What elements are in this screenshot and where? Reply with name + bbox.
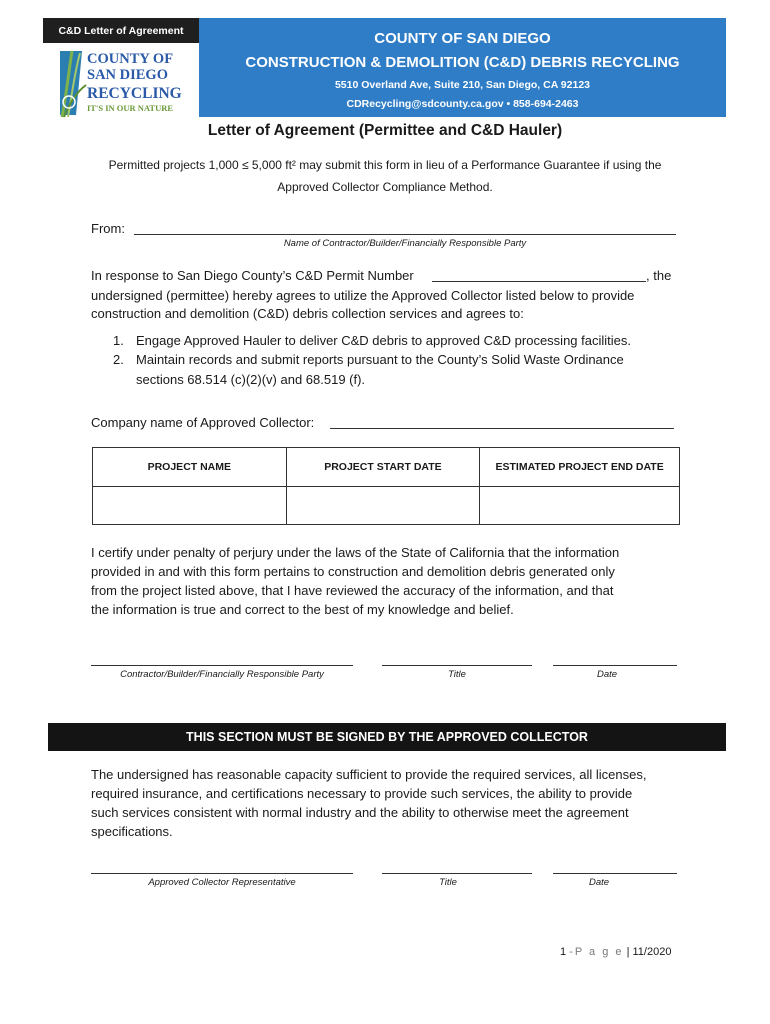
collector-date-field[interactable]: [553, 873, 677, 874]
response-line-3: construction and demolition (C&D) debris collection services and agrees to:: [91, 306, 524, 321]
collector-signature-field[interactable]: [91, 873, 353, 874]
header-estimated-end-date: ESTIMATED PROJECT END DATE: [480, 448, 680, 487]
list-item-2-number: 2.: [113, 352, 124, 367]
permittee-title-caption: Title: [448, 669, 466, 680]
banner-address: 5510 Overland Ave, Suite 210, San Diego, CA 92123: [334, 79, 591, 91]
collector-title-caption: Title: [439, 877, 457, 888]
from-signature-field[interactable]: [134, 234, 676, 235]
svg-text:IT'S IN OUR NATURE: IT'S IN OUR NATURE: [87, 103, 174, 113]
collector-line-3: such services consistent with normal industry and the ability to otherwise meet the agreement: [91, 805, 629, 820]
collector-title-field[interactable]: [382, 873, 532, 874]
banner-contact: CDRecycling@sdcounty.ca.gov • 858-694-2463: [346, 98, 579, 110]
banner-agency: COUNTY OF SAN DIEGO: [374, 30, 551, 47]
permit-number-field[interactable]: [432, 281, 646, 282]
county-recycling-logo: [56, 47, 186, 119]
permittee-date-field[interactable]: [553, 665, 677, 666]
response-line-1b: , the: [646, 268, 672, 283]
certify-line-2: provided in and with this form pertains to construction and demolition debris generated only: [91, 564, 615, 579]
estimated-end-date-cell[interactable]: [480, 487, 680, 525]
project-start-date-cell[interactable]: [286, 487, 480, 525]
permittee-signature-field[interactable]: [91, 665, 353, 666]
intro-line-1: Permitted projects 1,000 ≤ 5,000 ft² may submit this form in lieu of a Performance Guarantee if using the: [108, 158, 662, 172]
from-caption: Name of Contractor/Builder/Financially Responsible Party: [283, 238, 527, 249]
agency-banner: [199, 18, 726, 117]
svg-text:SAN DIEGO: SAN DIEGO: [87, 67, 168, 83]
header-project-start-date: PROJECT START DATE: [286, 448, 480, 487]
banner-program: CONSTRUCTION & DEMOLITION (C&D) DEBRIS RECYCLING: [245, 54, 680, 71]
list-item-1-text: Engage Approved Hauler to deliver C&D debris to approved C&D processing facilities.: [136, 333, 631, 348]
collector-signature-caption: Approved Collector Representative: [148, 877, 296, 888]
revision-date: | 11/2020: [626, 946, 672, 958]
permittee-title-field[interactable]: [382, 665, 532, 666]
page-title: Letter of Agreement (Permittee and C&D Hauler): [207, 122, 563, 139]
collector-line-2: required insurance, and certifications necessary to provide such services, the ability to provide: [91, 786, 633, 801]
collector-line-4: specifications.: [91, 824, 173, 839]
response-line-1a: In response to San Diego County’s C&D Permit Number: [91, 268, 414, 283]
svg-text:COUNTY OF: COUNTY OF: [87, 51, 174, 67]
collector-label: Company name of Approved Collector:: [91, 415, 315, 430]
from-label: From:: [91, 221, 125, 236]
list-item-2-text: Maintain records and submit reports pursuant to the County’s Solid Waste Ordinance: [136, 352, 624, 367]
collector-company-field[interactable]: [330, 428, 674, 429]
document-tag: C&D Letter of Agreement: [43, 18, 199, 43]
project-name-cell[interactable]: [93, 487, 287, 525]
permittee-date-caption: Date: [596, 669, 618, 680]
page-number: 1: [560, 946, 567, 958]
collector-line-1: The undersigned has reasonable capacity sufficient to provide the required services, all licenses,: [91, 767, 647, 782]
list-item-2-continuation: sections 68.514 (c)(2)(v) and 68.519 (f).: [136, 372, 366, 387]
collector-date-caption: Date: [588, 877, 610, 888]
page-word: -P a g e: [569, 946, 624, 958]
response-line-2: undersigned (permittee) hereby agrees to utilize the Approved Collector listed below to provide: [91, 288, 635, 303]
header-project-name: PROJECT NAME: [93, 448, 287, 487]
project-table: [92, 447, 680, 525]
permittee-signature-caption: Contractor/Builder/Financially Responsible Party: [120, 669, 324, 680]
collector-section-bar: THIS SECTION MUST BE SIGNED BY THE APPROVED COLLECTOR: [48, 723, 726, 751]
intro-text: [80, 154, 690, 198]
certify-line-4: the information is true and correct to the best of my knowledge and belief.: [91, 602, 514, 617]
page-footer: [560, 946, 671, 958]
certify-line-1: I certify under penalty of perjury under the laws of the State of California that the information: [91, 545, 620, 560]
svg-text:RECYCLING: RECYCLING: [87, 85, 182, 102]
list-item-1-number: 1.: [113, 333, 124, 348]
certify-line-3: from the project listed above, that I have reviewed the accuracy of the information, and that: [91, 583, 614, 598]
intro-line-2: Approved Collector Compliance Method.: [277, 180, 493, 194]
